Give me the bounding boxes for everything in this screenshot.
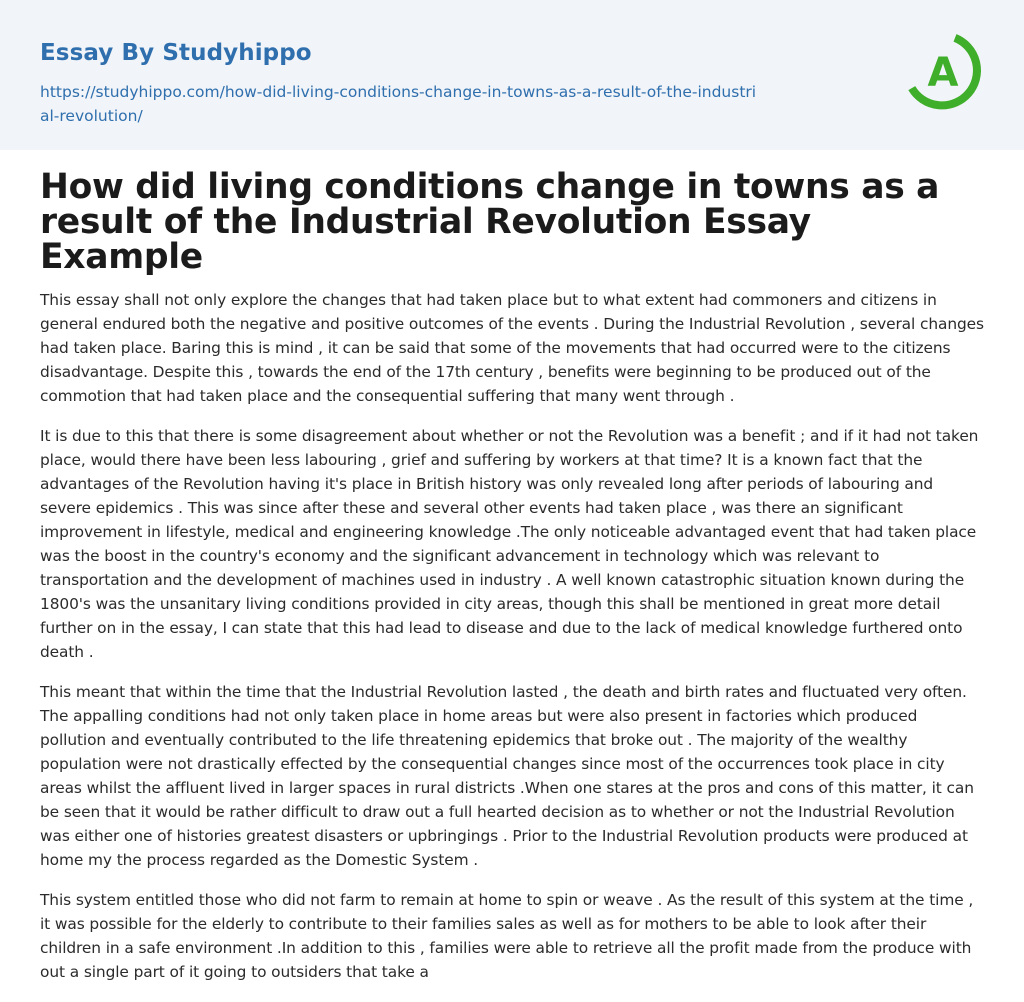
article (0, 150, 1024, 984)
source-url-link[interactable]: https://studyhippo.com/how-did-living-conditions-change-in-towns-as-a-result-of-the-industrial-revolution/ (40, 83, 757, 125)
page-title: How did living conditions change in towns as a result of the Industrial Revolution Essay Example (40, 167, 940, 277)
paragraph: This system entitled those who did not farm to remain at home to spin or weave . As the result of this system at the time , it was possible for the elderly to contribute to their families sales as well as for mothers to be able to look after their children in a safe environment .In addition to this , families were able to retrieve all the profit made from the produce with out a single part of it going to outsiders that take a (40, 891, 974, 981)
brand-title[interactable]: Essay By Studyhippo (40, 40, 312, 66)
paragraph: This meant that within the time that the Industrial Revolution lasted , the death and birth rates and fluctuated very often. The appalling conditions had not only taken place in home areas but were also present in factories which produced pollution and eventually contributed to the life threatening epidemics that broke out . The majority of the wealthy population were not drastically effected by the consequential changes since most of the occurrences took place in city areas whilst the affluent lived in larger spaces in rural districts .When one stares at the pros and cons of this matter, it can be seen that it would be rather difficult to draw out a full hearted decision as to whether or not the Industrial Revolution was either one of histories greatest disasters or upbringings . Prior to the Industrial Revolution products were produced at home my the process regarded as the Domestic System . (40, 683, 974, 869)
studyhippo-logo[interactable] (900, 29, 986, 115)
page-header (0, 0, 1024, 150)
paragraph: It is due to this that there is some disagreement about whether or not the Revolution was a benefit ; and if it had not taken place, would there have been less labouring , grief and suffering by workers at that time? It is a known fact that the advantages of the Revolution having it's place in British history was only revealed long after periods of labouring and severe epidemics . This was since after these and several other events had taken place , was there an significant improvement in lifestyle, medical and engineering knowledge .The only noticeable advantaged event that had taken place was the boost in the country's economy and the significant advancement in technology which was relevant to transportation and the development of machines used in industry . A well known catastrophic situation known during the 1800's was the unsanitary living conditions provided in city areas, though this shall be mentioned in great more detail further on in the essay, I can state that this had lead to disease and due to the lack of medical knowledge furthered onto death . (40, 427, 979, 661)
logo-ring-icon (900, 29, 986, 115)
paragraph: This essay shall not only explore the changes that had taken place but to what extent had commoners and citizens in general endured both the negative and positive outcomes of the events . During the Industrial Revolution , several changes had taken place. Baring this is mind , it can be said that some of the movements that had occurred were to the citizens disadvantage. Despite this , towards the end of the 17th century , benefits were beginning to be produced out of the commotion that had taken place and the consequential suffering that many went through . (40, 291, 984, 405)
logo-letter: A (927, 50, 959, 96)
